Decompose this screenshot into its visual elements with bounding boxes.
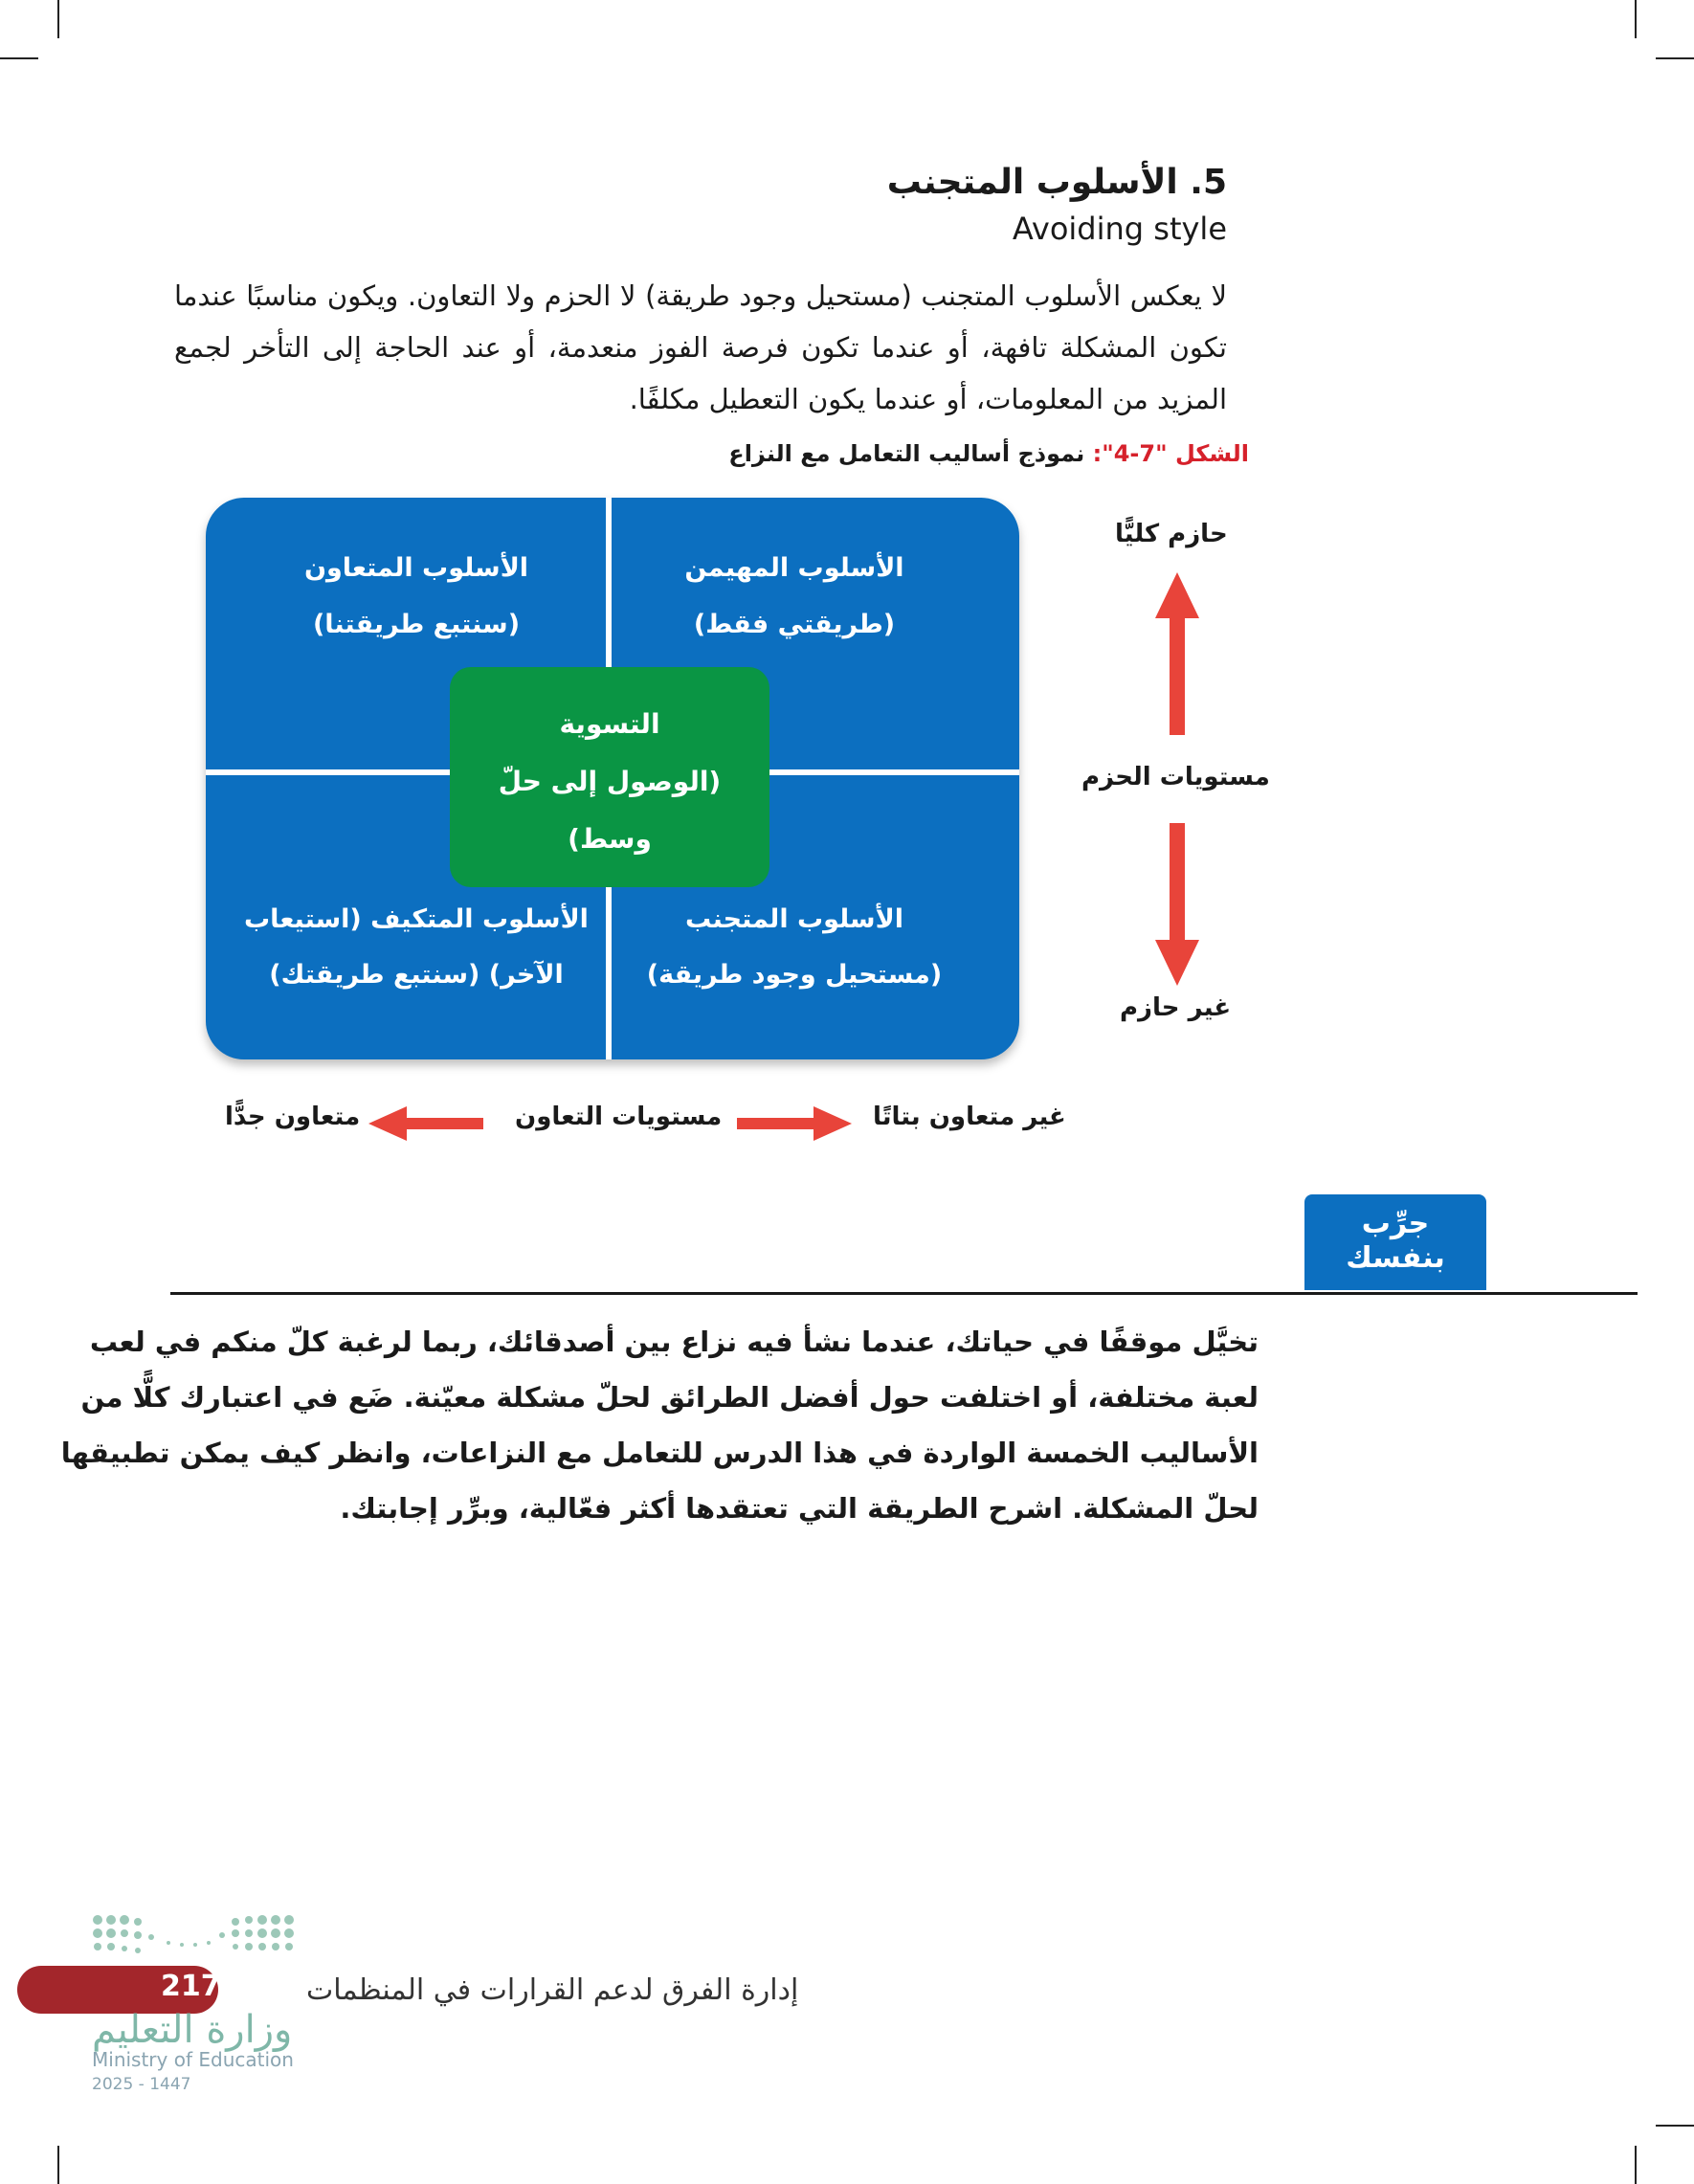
exercise-line: الأساليب الخمسة الواردة في هذا الدرس للتعامل مع النزاعات، وانظر كيف يمكن تطبيقها xyxy=(60,1437,1259,1469)
try-yourself-line1: جرِّب xyxy=(1361,1207,1430,1240)
section-heading-english: Avoiding style xyxy=(1012,211,1227,247)
axis-label-uncooperative: غير متعاون بتاتًا xyxy=(873,1103,1066,1131)
try-yourself-line2: بنفسك xyxy=(1346,1241,1445,1275)
ministry-logo-english: Ministry of Education xyxy=(92,2048,294,2071)
crop-mark xyxy=(57,0,59,38)
quadrant-collaborating-sub: (سنتبع طريقتنا) xyxy=(312,610,521,639)
page-number: 217 xyxy=(161,1970,221,2003)
section-heading: 5. الأسلوب المتجنب xyxy=(886,163,1227,202)
crop-mark xyxy=(1635,0,1637,38)
quadrant-dominating-title: الأسلوب المهيمن xyxy=(684,553,904,583)
arrow-left-icon xyxy=(368,1106,483,1141)
ministry-logo-arabic: وزارة التعليم xyxy=(92,2008,293,2052)
axis-label-unassertive: غير حازم xyxy=(1120,993,1232,1022)
arrow-right-icon xyxy=(737,1106,852,1141)
quadrant-avoiding-sub: (مستحيل وجود طريقة) xyxy=(646,960,943,990)
axis-label-very-cooperative: متعاون جدًّا xyxy=(225,1103,361,1131)
quadrant-accommodating-title: الأسلوب المتكيف (استيعاب xyxy=(244,904,589,934)
arrow-up-icon xyxy=(1153,572,1201,735)
section-paragraph xyxy=(174,270,1227,425)
crop-mark xyxy=(1656,2125,1694,2127)
paragraph-line: المزيد من المعلومات، أو عندما يكون التعطيل مكلفًا. xyxy=(629,383,1227,415)
try-yourself-tab xyxy=(1304,1194,1486,1290)
ministry-logo-year: 2025 - 1447 xyxy=(92,2075,191,2094)
quadrant-accommodating-sub: الآخر) (سنتبع طريقتك) xyxy=(269,960,564,990)
compromise-sub-line1: (الوصول إلى حلّ xyxy=(498,766,722,797)
axis-label-cooperation-levels: مستويات التعاون xyxy=(515,1103,723,1131)
compromise-title: التسوية xyxy=(559,708,660,740)
exercise-line: لعبة مختلفة، أو اختلفت حول أفضل الطرائق لحلّ مشكلة معيّنة. ضَع في اعتبارك كلًّا من xyxy=(80,1381,1259,1414)
quadrant-dominating-sub: (طريقتي فقط) xyxy=(693,610,896,639)
try-yourself-text xyxy=(60,1314,1259,1536)
compromise-box xyxy=(450,667,769,887)
figure-caption-label: الشكل "7-4": xyxy=(1092,440,1249,467)
book-title: إدارة الفرق لدعم القرارات في المنظمات xyxy=(306,1973,799,2007)
ministry-logo-dots-icon xyxy=(92,1914,302,1964)
crop-mark xyxy=(1656,57,1694,59)
axis-label-fully-assertive: حازم كليًّا xyxy=(1115,520,1228,548)
arrow-down-icon xyxy=(1153,823,1201,986)
compromise-sub-line2: وسط) xyxy=(568,823,652,855)
crop-mark xyxy=(0,57,38,59)
crop-mark xyxy=(1635,2146,1637,2184)
exercise-line: تخيَّل موقفًا في حياتك، عندما نشأ فيه نزاع بين أصدقائك، ربما لرغبة كلّ منكم في لعب xyxy=(89,1326,1259,1358)
paragraph-line: تكون المشكلة تافهة، أو عندما تكون فرصة الفوز منعدمة، أو عند الحاجة إلى التأخر لجمع xyxy=(174,331,1227,364)
figure-caption xyxy=(728,440,1249,467)
try-yourself-rule xyxy=(170,1292,1638,1295)
exercise-line: لحلّ المشكلة. اشرح الطريقة التي تعتقدها أكثر فعّالية، وبرِّر إجابتك. xyxy=(340,1492,1259,1525)
figure-caption-text: نموذج أساليب التعامل مع النزاع xyxy=(728,440,1085,467)
axis-label-assertiveness-levels: مستويات الحزم xyxy=(1081,763,1270,791)
paragraph-line: لا يعكس الأسلوب المتجنب (مستحيل وجود طريقة) لا الحزم ولا التعاون. ويكون مناسبًا عندما xyxy=(174,279,1227,312)
quadrant-collaborating-title: الأسلوب المتعاون xyxy=(303,553,529,583)
quadrant-avoiding-title: الأسلوب المتجنب xyxy=(685,904,903,934)
crop-mark xyxy=(57,2146,59,2184)
